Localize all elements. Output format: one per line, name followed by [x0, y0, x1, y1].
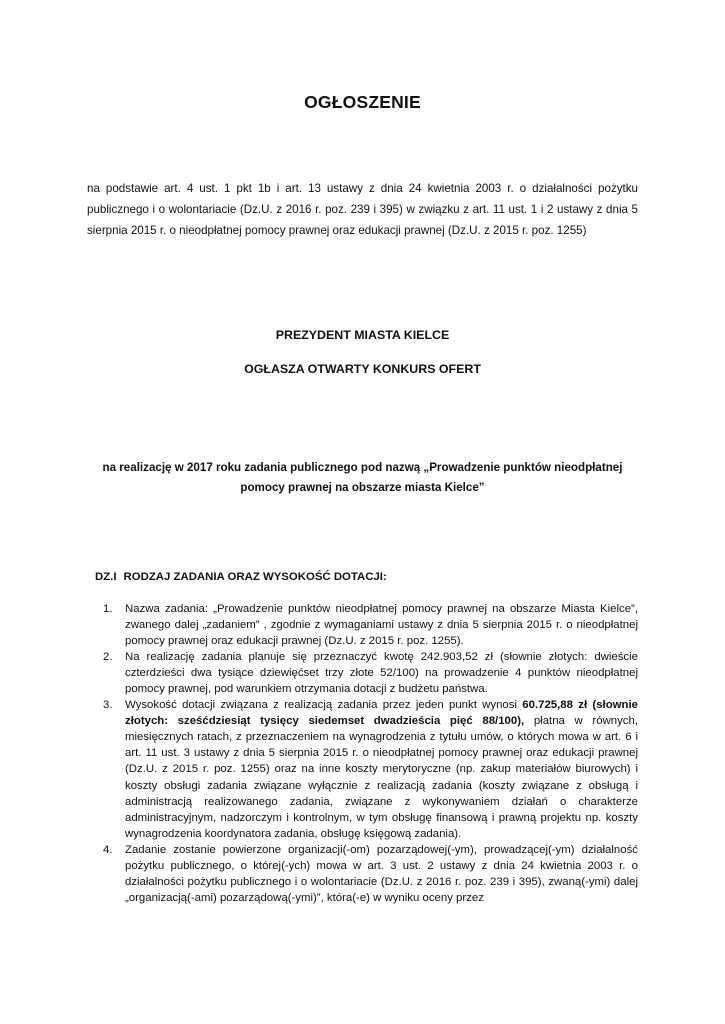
list-item-text-after: płatna w równych, miesięcznych ratach, z przeznaczeniem na wynagrodzenia z tytułu umów, o których mowa w art. 6 i art. 11 ust. 3 ustawy z dnia 5 sierpnia 2015 r. o nieodpłatnej pomocy prawnej oraz edukacji prawnej (Dz.U. z 2015 r. poz. 1255) oraz na inne koszty merytoryczne (np. zakup materiałów biurowych) i koszty obsługi zadania związane wyłącznie z realizacją zadania (koszty związane z obsługą i administracją realizowanego zadania, związane z wykonywaniem działań o charakterze administracyjnym, nadzorczym i kontrolnym, w tym obsługę finansową i prawną projektu np. koszty wynagrodzenia koordynatora zadania, obsługę księgową zadania).: [125, 715, 638, 840]
list-item-number: 3.: [103, 699, 113, 712]
grant-amount: 60.725,88 zł (słownie złotych: sześćdziesiąt tysięcy siedemset dwadzieścia pięć 88/100),: [125, 699, 638, 728]
document-title: OGŁOSZENIE: [304, 92, 421, 112]
list-item-text: Nazwa zadania: „Prowadzenie punktów nieodpłatnej pomocy prawnej na obszarze Miasta Kielce”, zwanego dalej „zadaniem” , zgodnie z wymaganiami ustawy z dnia 5 sierpnia 2015 r. o nieodpłatnej pomocy prawnej oraz edukacji prawnej (Dz.U. z 2015 r. poz. 1255).: [125, 603, 638, 648]
task-list: [96, 601, 638, 906]
subject-line-2: pomocy prawnej na obszarze miasta Kielce”: [240, 481, 485, 494]
list-item: [96, 649, 638, 697]
list-item: [96, 697, 638, 841]
subject-paragraph: [90, 458, 635, 498]
list-item: [96, 842, 638, 906]
legal-basis-paragraph: na podstawie art. 4 ust. 1 pkt 1b i art. 13 ustawy z dnia 24 kwietnia 2003 r. o działalności pożytku publicznego i o wolontariacie (Dz.U. z 2016 r. poz. 239 i 395) w związku z art. 11 ust. 1 i 2 ustawy z dnia 5 sierpnia 2015 r. o nieodpłatnej pomocy prawnej oraz edukacji prawnej (Dz.U. z 2015 r. poz. 1255): [87, 182, 638, 237]
list-item: [96, 601, 638, 649]
president-heading: PREZYDENT MIASTA KIELCE: [275, 328, 450, 342]
list-item-number: 4.: [103, 843, 113, 856]
list-item-text: Zadanie zostanie powierzone organizacji(-om) pozarządowej(-ym), prowadzącej(-ym) działalność pożytku publicznego, o której(-ych) mowa w art. 3 ust. 2 ustawy z dnia 24 kwietnia 2003 r. o działalności pożytku publicznego i o wolontariacie (Dz.U. z 2016 r. poz. 239 i 395), zwaną(-ymi) dalej „organizacją(-ami) pozarządową(-ymi)”, która(-e) w wyniku oceny przez: [125, 843, 638, 904]
list-item-text: Na realizację zadania planuje się przeznaczyć kwotę 242.903,52 zł (słownie złotych: dwieście czterdzieści dwa tysiące dziewięćset trzy złote 52/100) na prowadzenie 4 punktów nieodpłatnej pomocy prawnej, pod warunkiem otrzymania dotacji z budżetu państwa.: [125, 651, 638, 696]
list-item-number: 1.: [103, 603, 113, 615]
section-heading: [95, 571, 387, 583]
list-item-number: 2.: [103, 651, 113, 664]
subject-line-1: na realizację w 2017 roku zadania publicznego pod nazwą „Prowadzenie punktów nieodpłatnej: [102, 461, 623, 474]
section-number: DZ.I: [95, 571, 117, 583]
section-title: RODZAJ ZADANIA ORAZ WYSOKOŚĆ DOTACJI:: [123, 571, 387, 583]
list-item-text-before: Wysokość dotacji związana z realizacją zadania przez jeden punkt wynosi: [125, 699, 523, 712]
announcement-heading: OGŁASZA OTWARTY KONKURS OFERT: [244, 362, 481, 376]
